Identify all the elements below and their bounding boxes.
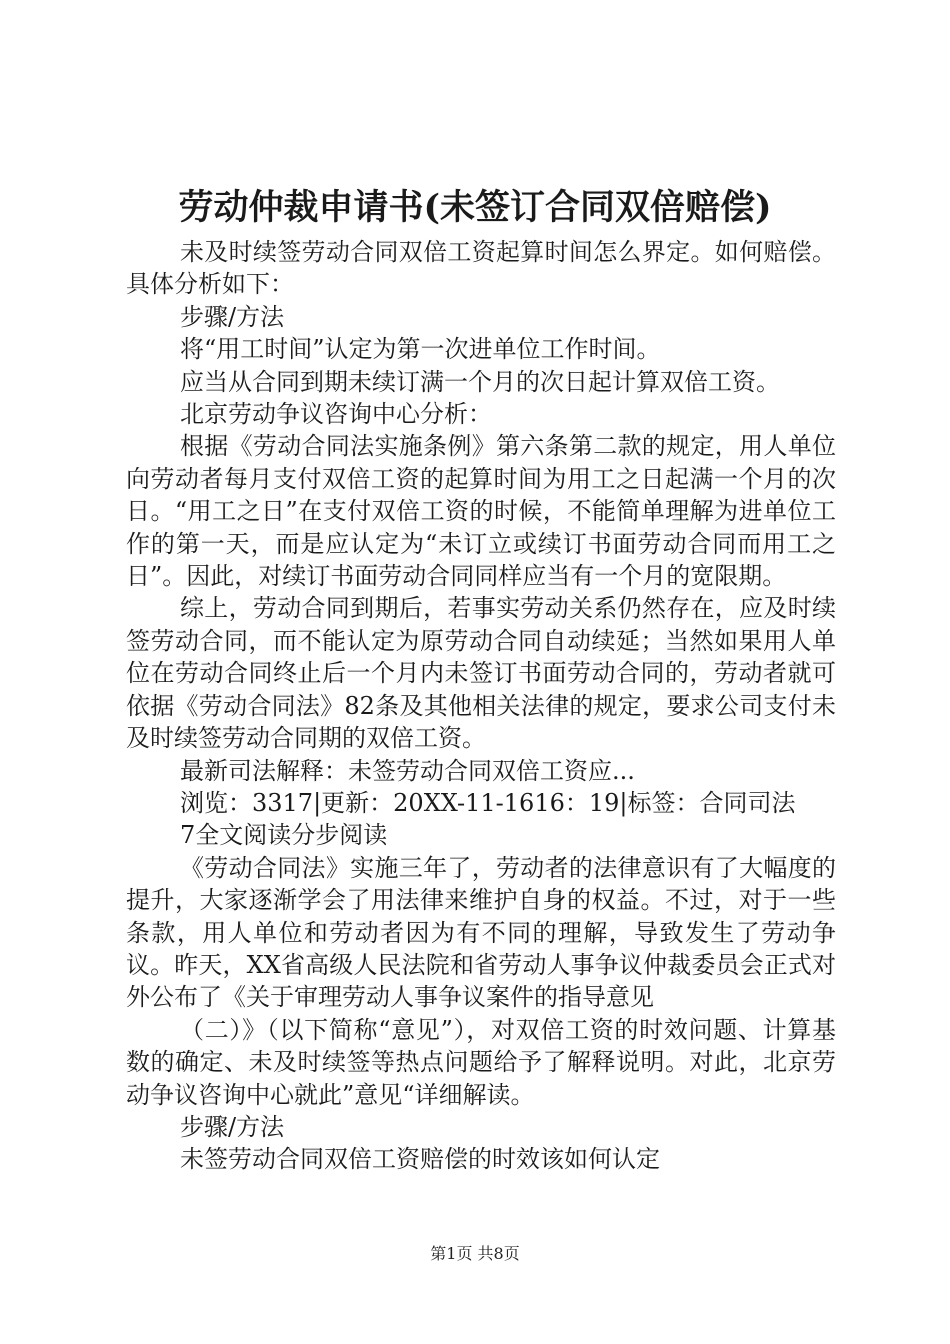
paragraph-step-2: 应当从合同到期未续订满一个月的次日起计算双倍工资。	[180, 367, 780, 396]
paragraph-intro: 未及时续签劳动合同双倍工资起算时间怎么界定。如何赔偿。具体分析如下：	[126, 238, 836, 299]
paragraph-steps-heading-2: 步骤/方法	[180, 1112, 285, 1141]
document-title: 劳动仲裁申请书(未签订合同双倍赔偿)	[178, 187, 772, 228]
paragraph-analysis-heading: 北京劳动争议咨询中心分析：	[180, 400, 492, 429]
paragraph-summary: 综上，劳动合同到期后，若事实劳动关系仍然存在，应及时续签劳动合同，而不能认定为原劳动合同自动续延；当然如果用人单位在劳动合同终止后一个月内未签订书面劳动合同的，劳动者就可依据《劳动合同法》82条及其他相关法律的规定，要求公司支付未及时续签劳动合同期的双倍工资。	[126, 594, 836, 753]
paragraph-read-mode: 7全文阅读分步阅读	[180, 821, 388, 850]
paragraph-meta-info: 浏览：3317|更新：20XX-11-1616：19|标签：合同司法	[180, 788, 796, 817]
paragraph-latest-interpretation: 最新司法解释：未签劳动合同双倍工资应...	[180, 756, 635, 785]
paragraph-law-context: 《劳动合同法》实施三年了，劳动者的法律意识有了大幅度的提升，大家逐渐学会了用法律来维护自身的权益。不过，对于一些条款，用人单位和劳动者因为有不同的理解，导致发生了劳动争议。昨天，XX省高级人民法院和省劳动人事争议仲裁委员会正式对外公布了《关于审理劳动人事争议案件的指导意见	[126, 853, 836, 1012]
document-body	[126, 236, 836, 1176]
paragraph-steps-heading: 步骤/方法	[180, 302, 285, 331]
page-number-footer: 第1页 共8页	[430, 1244, 520, 1263]
paragraph-opinion-two: （二）》（以下简称“意见”），对双倍工资的时效问题、计算基数的确定、未及时续签等热点问题给予了解释说明。对此，北京劳动争议咨询中心就此”意见“详细解读。	[126, 1015, 836, 1109]
paragraph-statute-question: 未签劳动合同双倍工资赔偿的时效该如何认定	[180, 1145, 660, 1174]
paragraph-step-1: 将“用工时间”认定为第一次进单位工作时间。	[180, 335, 661, 364]
paragraph-legal-basis: 根据《劳动合同法实施条例》第六条第二款的规定，用人单位向劳动者每月支付双倍工资的起算时间为用工之日起满一个月的次日。“用工之日”在支付双倍工资的时候，不能简单理解为进单位工作的第一天，而是应认定为“未订立或续订书面劳动合同而用工之日”。因此，对续订书面劳动合同同样应当有一个月的宽限期。	[126, 432, 836, 591]
